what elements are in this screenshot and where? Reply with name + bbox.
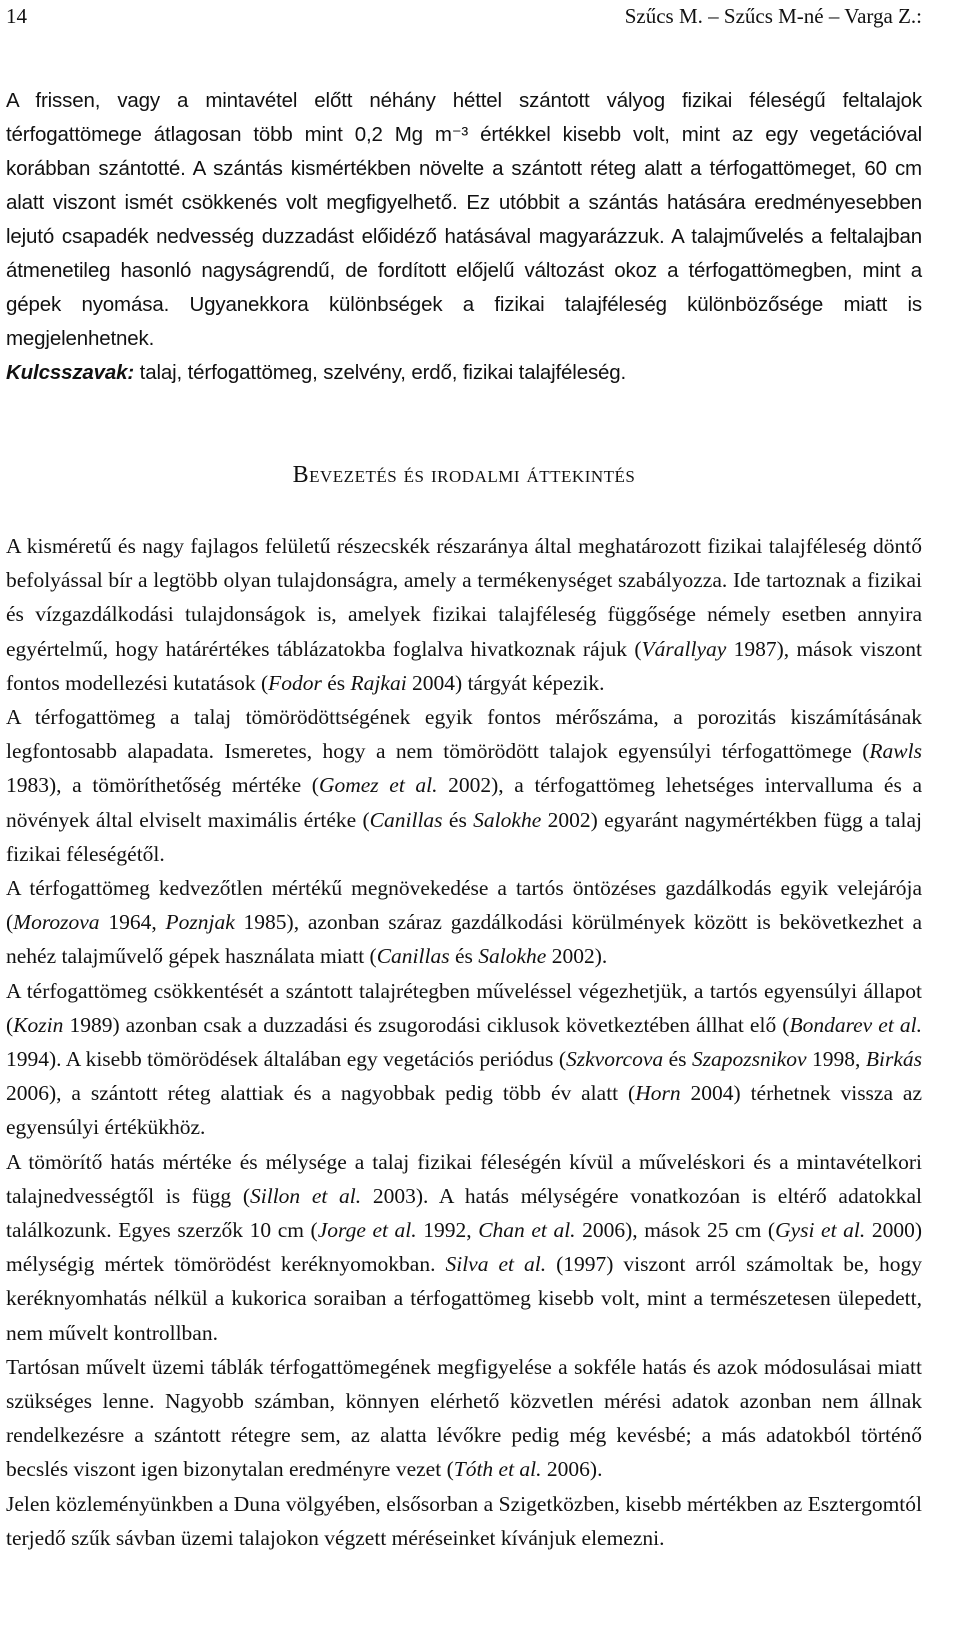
body-text-run: 2002) egyaránt nagymértékben függ a talaj fizikai féleségétől. <box>6 807 922 866</box>
body-text-run: 1992, <box>416 1218 479 1243</box>
keywords-line <box>6 356 922 390</box>
citation-author: Salokhe <box>473 807 542 832</box>
body-text-run: 1983), a tömöríthetőség mértéke ( <box>6 773 319 798</box>
citation-author: Salokhe <box>478 944 547 969</box>
citation-author: Szkvorcova <box>566 1047 664 1072</box>
body-text-run: 2003). A hatás mélységére vonatkozóan is eltérő adatokkal találkozunk. Egyes szerzők 10 cm ( <box>6 1183 922 1243</box>
body-text-run: 1989) azonban csak a duzzadási és zsugorodási ciklusok következtében állhat elő ( <box>63 1012 790 1037</box>
citation-author: Poznjak <box>165 910 235 935</box>
citation-author: Sillon et al. <box>250 1183 362 1208</box>
body-text-run: 1964, <box>99 910 166 935</box>
citation-author: Birkás <box>865 1047 923 1072</box>
citation-author: Rajkai <box>350 670 407 695</box>
citation-author: Rawls <box>869 739 922 764</box>
body-text-run: és <box>442 807 474 832</box>
citation-author: Gomez et al. <box>318 773 438 798</box>
body-paragraph <box>6 871 922 974</box>
body-paragraph <box>6 700 922 871</box>
body-text-run: 2006), a szántott réteg alattiak és a nagyobbak pedig több év alatt ( <box>6 1081 636 1106</box>
document-page <box>6 0 922 1555</box>
body-text-run: 1994). A kisebb tömörödések általában egy vegetációs periódus ( <box>6 1047 567 1072</box>
citation-author: Jorge et al. <box>317 1218 417 1243</box>
body-paragraph <box>6 1350 922 1487</box>
body-text-run: 2006), mások 25 cm ( <box>575 1218 776 1243</box>
abstract-paragraph: A frissen, vagy a mintavétel előtt néhány héttel szántott vályog fizikai féleségű feltalajok térfogattömege átlagosan több mint 0,2 Mg m⁻³ értékkel kisebb volt, mint az egy vegetációval korábban szántotté. A szántás kismértékben növelte a szántott réteg alatt a térfogattömeget, 60 cm alatt viszont ismét csökkenés volt megfigyelhető. Ez utóbbit a szántás hatására eredményesebben lejutó csapadék nedvesség duzzadást előidéző hatásával magyarázzuk. A talajművelés a feltalajban átmenetileg hasonló nagyságrendű, de fordított előjelű változást okoz a térfogattömegben, mint a gépek nyomása. Ugyanekkora különbségek a fizikai talajféleség különbözősége miatt is megjelenhetnek. <box>6 89 922 350</box>
body-text-run: 2002). <box>546 944 608 969</box>
citation-author: Gysi et al. <box>775 1218 866 1243</box>
citation-author: Fodor <box>268 670 322 695</box>
body-text-run: 2002), a térfogattömeg lehetséges intervalluma és a növények által elviselt maximális értéke ( <box>6 773 922 832</box>
body-text-run: A tömörítő hatás mértéke és mélysége a talaj fizikai féleségén kívül a műveléskori és a mintavételkori talajnedvességtől is függ ( <box>6 1149 922 1208</box>
body-text-run: és <box>449 944 479 969</box>
citation-author: Horn <box>635 1081 681 1106</box>
citation-author: Chan et al. <box>478 1218 576 1243</box>
citation-author: Silva et al. <box>445 1252 547 1277</box>
abstract <box>6 84 922 390</box>
citation-author: Canillas <box>376 944 450 969</box>
keywords-label: Kulcsszavak: <box>6 361 135 384</box>
body-text-run: 2006). <box>541 1457 603 1482</box>
section-heading: Bevezetés és irodalmi áttekintés <box>292 462 636 488</box>
body-paragraph <box>6 974 922 1145</box>
body-paragraph <box>6 529 922 700</box>
body-text-run: (1997) viszont arról számoltak be, hogy keréknyomhatás nélkül a kukorica soraiban a térfogattömeg kisebb volt, mint a természetesen ülepedett, nem művelt kontrollban. <box>6 1252 922 1345</box>
body-text-run: 2004) térhetnek vissza az egyensúlyi értékükhöz. <box>6 1081 922 1140</box>
body-text-run: A térfogattömeg a talaj tömörödöttségének egyik fontos mérőszáma, a porozitás kiszámításának legfontosabb alapadata. Ismeretes, hogy a nem tömörödött talajok egyensúlyi térfogattömege ( <box>6 705 922 764</box>
body-text-run: 2004) tárgyát képezik. <box>406 670 605 695</box>
body-text-run: A térfogattömeg kedvezőtlen mértékű megnövekedése a tartós öntözéses gazdálkodás egyik velejárója ( <box>6 876 922 935</box>
citation-author: Bondarev et al. <box>789 1012 923 1037</box>
page-number: 14 <box>6 4 27 28</box>
citation-author: Kozin <box>13 1012 64 1037</box>
body-text-run: A kisméretű és nagy fajlagos felületű részecskék részaránya által meghatározott fizikai talajféleség döntő befolyással bír a legtöbb olyan tulajdonságra, amely a termékenységet szabályozza. Ide tartoznak a fizikai és vízgazdálkodási tulajdonságok is, amelyek fizikai talajféleség függősége némely esetben annyira egyértelmű, hogy határértékes táblázatokba foglalva hivatkoznak rájuk ( <box>6 534 922 661</box>
body-text-run: 1985), azonban száraz gazdálkodási körülmények között is bekövetkezhet a nehéz talajművelő gépek használata miatt ( <box>6 910 923 969</box>
body-text-run: Jelen közleményünkben a Duna völgyében, elsősorban a Szigetközben, kisebb mértékben az Esztergomtól terjedő szűk sávban üzemi talajokon végzett méréseinket kívánjuk elemezni. <box>6 1491 922 1550</box>
citation-author: Morozova <box>13 910 100 935</box>
body-text-run: 1998, <box>806 1047 866 1072</box>
body-text <box>6 529 922 1555</box>
body-text-run: és <box>663 1047 692 1072</box>
body-paragraph <box>6 1487 922 1555</box>
body-text-run: 2000) mélységig mértek tömörödést keréknyomokban. <box>6 1218 922 1277</box>
citation-author: Várallyay <box>641 636 727 661</box>
body-text-run: A térfogattömeg csökkentését a szántott talajrétegben műveléssel végezhetjük, a tartós egyensúlyi állapot ( <box>6 978 922 1037</box>
page-header <box>6 0 922 40</box>
keywords-text: talaj, térfogattömeg, szelvény, erdő, fizikai talajféleség. <box>139 361 627 384</box>
body-paragraph <box>6 1145 922 1350</box>
citation-author: Tóth et al. <box>453 1457 542 1482</box>
body-text-run: 1987), mások viszont fontos modellezési kutatások ( <box>6 636 923 695</box>
body-text-run: Tartósan művelt üzemi táblák térfogattömegének megfigyelése a sokféle hatás és azok módosulásai miatt szükséges lenne. Nagyobb számban, könnyen elérhető közvetlen mérési adatok azonban nem állnak rendelkezésre a szántott rétegre sem, az alatta lévőkre pedig még kevésbé; a más adatokból történő becslés viszont igen bizonytalan eredményre vezet ( <box>6 1354 922 1482</box>
running-title: Szűcs M. – Szűcs M-né – Varga Z.: <box>624 4 922 28</box>
body-text-run: és <box>321 670 351 695</box>
citation-author: Canillas <box>369 807 443 832</box>
citation-author: Szapozsnikov <box>691 1047 807 1072</box>
